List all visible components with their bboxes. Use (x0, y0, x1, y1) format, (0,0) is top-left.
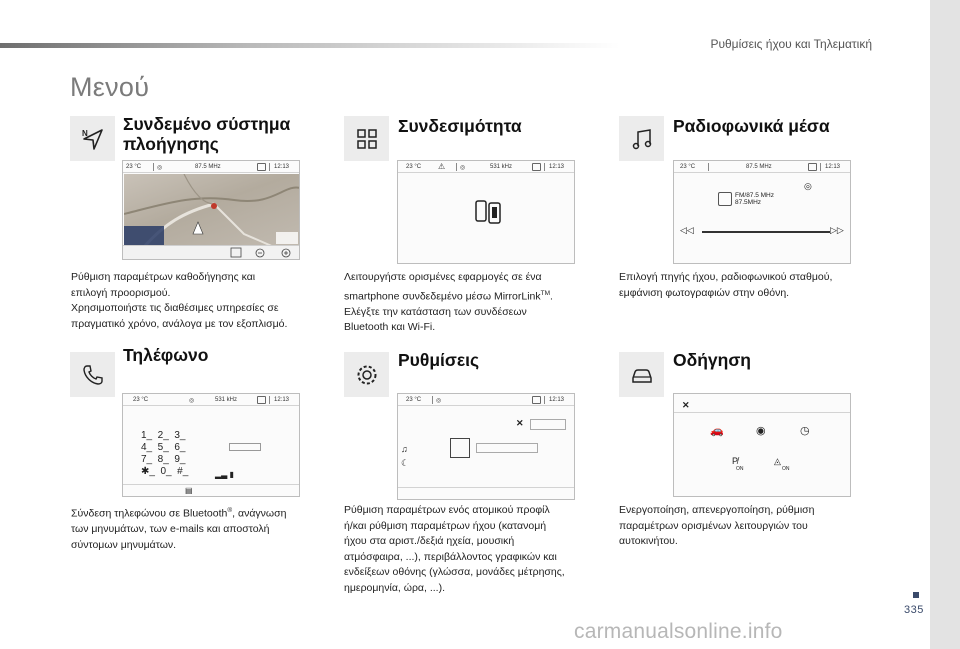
driving-description: Ενεργοποίηση, απενεργοποίηση, ρύθμιση παραμέτρων ορισμένων λειτουργιών του αυτοκινήτου. (619, 504, 815, 547)
car-icon (619, 352, 664, 397)
map-view (124, 174, 300, 247)
end-marker (913, 592, 919, 598)
profile-icon (450, 438, 470, 458)
radio-description: Επιλογή πηγής ήχου, ραδιοφωνικού σταθμού, εμφάνιση φωτογραφιών στην οθόνη. (619, 271, 833, 299)
settings-description: Ρύθμιση παραμέτρων ενός ατομικού προφίλ ή/και ρύθμιση παραμέτρων ήχου (κατανομή ήχου στα αριστ./δεξιά ηχεία, μουσική ατμόσφαιρα, ...), περιβάλλοντος γραφικών και ενδείξεων οθόνης (γλώσσα, μονάδες μέτρησης, ημερομηνία, ώρα, ...). (344, 504, 565, 594)
station-logo-icon (718, 192, 732, 206)
station-label: FM/87.5 MHz 87.5MHz (735, 192, 775, 206)
navigation-description: Ρύθμιση παραμέτρων καθοδήγησης και επιλογή προορισμού. Χρησιμοποιήστε τις διαθέσιμες υπηρεσίες σε πραγματικό χρόνο, ανάλογα με τον εξοπλισμό. (71, 271, 288, 330)
collision-alert-on-label: ON (782, 466, 790, 472)
section-title-connectivity: Συνδεσιμότητα (398, 116, 522, 136)
section-title-settings: Ρυθμίσεις (398, 350, 480, 370)
speed-function-icon: ◷ (800, 425, 810, 437)
page-number: 335 (904, 604, 924, 616)
navigation-screen-preview: 23 °C ◎ 87.5 MHz 12:13 (122, 160, 300, 260)
music-note-icon (619, 116, 664, 161)
driving-screen-preview (673, 393, 851, 497)
section-title-telephone: Τηλέφωνο (123, 345, 209, 365)
park-assist-icon: P̸ (732, 456, 739, 466)
telephone-screen-preview: 23 °C ◎ 531 kHz 12:13 1_ 2_ 3_ 4_ 5_ 6_ 7_ 8_ 9_ ✱_ 0_ #_ ▂▃ ▮ ▤ (122, 393, 300, 497)
settings-gear-icon (344, 352, 389, 397)
seek-forward-icon: ▷▷ (830, 225, 844, 235)
settings-screen-preview: 23 °C ◎ 12:13 ✕ ♫ ☾ (397, 393, 575, 500)
header-rule (0, 43, 620, 48)
svg-text:N: N (81, 128, 88, 138)
vehicle-function-icon: 🚗 (710, 425, 724, 437)
section-title-navigation: Συνδεμένο σύστημα πλοήγησης (123, 114, 291, 154)
phone-handset-icon (70, 352, 115, 397)
display-mode-icon: ☾ (401, 458, 410, 468)
watermark: carmanualsonline.info (574, 620, 783, 643)
telephone-description: Σύνδεση τηλεφώνου σε Bluetooth®, ανάγνωση των μηνυμάτων, των e-mails και αποστολή σύντομων μηνυμάτων. (71, 507, 287, 551)
radio-screen-preview: 23 °C 87.5 MHz 12:13 ◎ FM/87.5 MHz 87.5MHz ◁◁ ▷▷ (673, 160, 851, 264)
connectivity-description: Λειτουργήστε ορισμένες εφαρμογές σε ένα smartphone συνδεδεμένο μέσω MirrorLink™. Ελέγξτε την κατάσταση των συνδέσεων Bluetooth και Wi-Fi. (344, 271, 553, 333)
park-assist-on-label: ON (736, 466, 744, 472)
audio-icon: ♫ (401, 444, 408, 454)
navigation-arrow-icon (70, 116, 115, 161)
apps-grid-icon (344, 116, 389, 161)
phone-keypad: 1_ 2_ 3_ 4_ 5_ 6_ 7_ 8_ 9_ ✱_ 0_ #_ (141, 430, 189, 477)
connectivity-screen-preview: 23 °C ⚠ ◎ 531 kHz 12:13 (397, 160, 575, 264)
mirrorlink-phones-icon (474, 199, 502, 225)
collision-alert-icon: ◬ (774, 456, 781, 466)
section-title-radio-media: Ραδιοφωνικά μέσα (673, 116, 830, 136)
battery-signal-icon: ▂▃ ▮ (215, 470, 234, 479)
number-field (229, 443, 261, 451)
page-edge-strip (930, 0, 960, 649)
section-title-driving: Οδήγηση (673, 350, 751, 370)
page-title: Μενού (70, 72, 150, 102)
seek-back-icon: ◁◁ (680, 225, 694, 235)
running-header: Ρυθμίσεις ήχου και Τηλεματική (710, 37, 872, 51)
close-icon: ✕ (516, 418, 524, 428)
contacts-icon: ▤ (185, 486, 193, 495)
close-icon: ✕ (682, 400, 690, 410)
eco-function-icon: ◉ (756, 425, 766, 437)
radio-signal-icon: ◎ (804, 181, 812, 191)
frequency-slider (702, 231, 830, 233)
